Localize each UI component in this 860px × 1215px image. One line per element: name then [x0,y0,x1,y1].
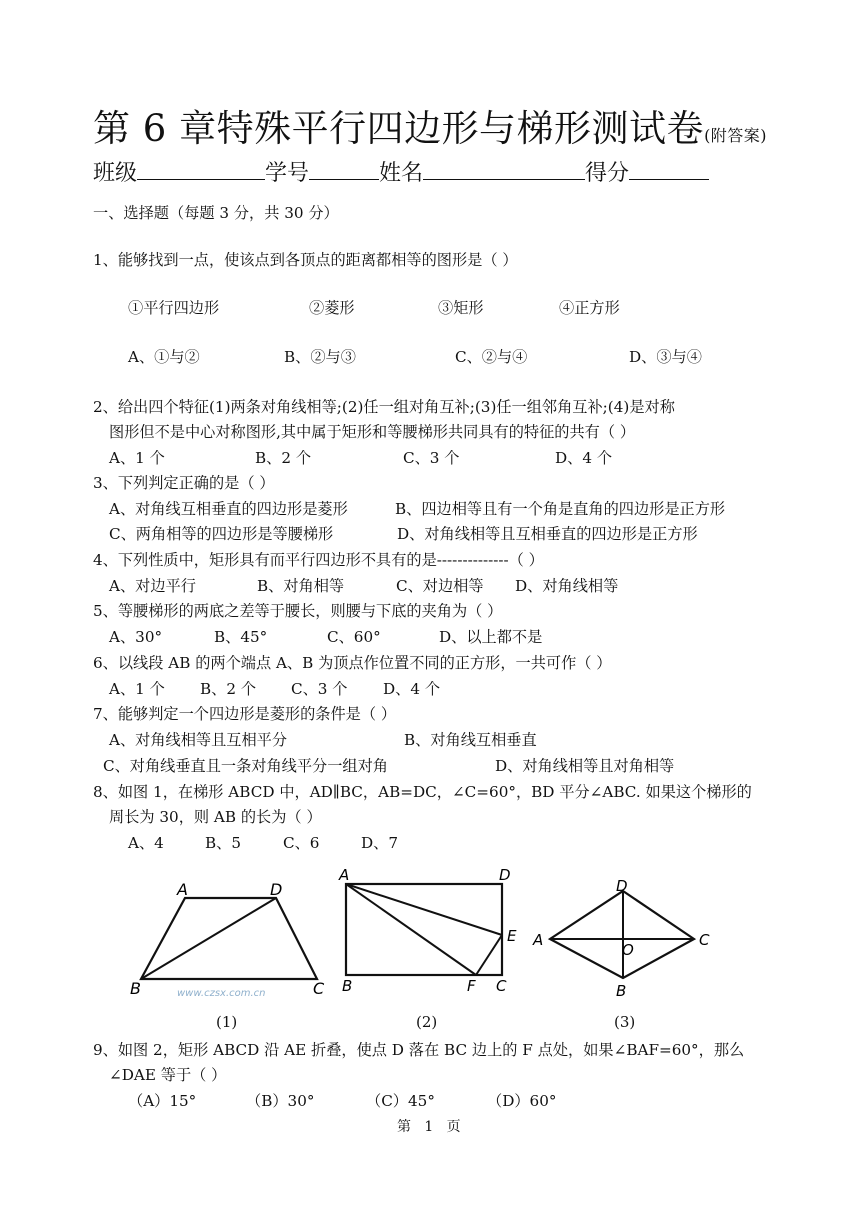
figure-3-caption: (3) [614,1013,636,1031]
q3-stem: 3、下列判定正确的是（ ） [93,474,275,492]
q5-stem: 5、等腰梯形的两底之差等于腰长，则腰与下底的夹角为（ ） [93,602,503,620]
q2-option-c[interactable]: C、3 个 [403,449,460,467]
vertex-label: D [499,866,511,884]
q8-stem-line1: 8、如图 1，在梯形 ABCD 中，AD∥BC，AB=DC，∠C=60°，BD 平分∠ABC. 如果这个梯形的 [93,783,752,801]
q6-option-d[interactable]: D、4 个 [383,680,441,698]
section-heading: 一、选择题（每题 3 分，共 30 分） [93,204,339,222]
id-label: 学号 [265,161,310,186]
score-label: 得分 [585,161,630,186]
class-blank[interactable] [137,157,265,180]
q8-stem-line2: 周长为 30，则 AB 的长为（ ） [109,808,322,826]
q1-item: ④正方形 [559,299,620,317]
class-label: 班级 [93,161,138,186]
title-text: 第 6 章特殊平行四边形与梯形测试卷 [93,107,705,150]
q6-stem: 6、以线段 AB 的两个端点 A、B 为顶点作位置不同的正方形，一共可作（ ） [93,654,612,672]
q8-option-b[interactable]: B、5 [205,834,242,852]
q1-item: ①平行四边形 [128,299,220,317]
q1-item: ②菱形 [309,299,355,317]
vertex-label: E [507,927,517,945]
id-blank[interactable] [309,157,379,180]
figure-3-rhombus [530,875,720,1005]
q7-option-d[interactable]: D、对角线相等且对角相等 [495,757,675,775]
title-note: (附答案) [704,126,768,145]
q2-option-d[interactable]: D、4 个 [555,449,613,467]
figure-2-caption: (2) [416,1013,438,1031]
student-info [93,156,709,187]
vertex-label: A [177,880,188,899]
watermark: www.czsx.com.cn [177,988,266,999]
q2-stem-line1: 2、给出四个特征(1)两条对角线相等;(2)任一组对角互补;(3)任一组邻角互补;(4)是对称 [93,398,675,416]
q1-option-a[interactable]: A、①与② [128,348,200,366]
q2-stem-line2: 图形但不是中心对称图形,其中属于矩形和等腰梯形共同具有的特征的共有（ ） [109,423,636,441]
q3-option-d[interactable]: D、对角线相等且互相垂直的四边形是正方形 [397,525,698,543]
q9-option-d[interactable]: （D）60° [487,1092,557,1110]
q4-option-a[interactable]: A、对边平行 [109,577,196,595]
q5-option-d[interactable]: D、以上都不是 [439,628,543,646]
figure-2-rectangle [333,865,528,997]
q7-option-a[interactable]: A、对角线相等且互相平分 [109,731,288,749]
vertex-label: O [622,941,634,959]
vertex-label: C [699,931,710,949]
vertex-label: B [342,977,353,995]
vertex-label: D [270,880,283,899]
q1-option-c[interactable]: C、②与④ [455,348,528,366]
q2-option-a[interactable]: A、1 个 [109,449,165,467]
figure-1-trapezoid [125,875,335,1005]
fold-ae [346,884,502,935]
score-blank[interactable] [629,157,709,180]
page-number: 第 1 页 [397,1119,461,1135]
vertex-label: A [339,866,350,884]
q9-option-b[interactable]: （B）30° [246,1092,315,1110]
vertex-label: C [496,977,507,995]
q2-option-b[interactable]: B、2 个 [255,449,312,467]
segment-af [346,884,476,975]
q3-option-c[interactable]: C、两角相等的四边形是等腰梯形 [109,525,334,543]
q3-option-a[interactable]: A、对角线互相垂直的四边形是菱形 [109,500,348,518]
vertex-label: D [616,877,628,895]
figure-1-caption: (1) [216,1013,238,1031]
page-title [93,98,767,152]
q8-option-d[interactable]: D、7 [361,834,399,852]
q4-stem: 4、下列性质中，矩形具有而平行四边形不具有的是--------------（ ） [93,551,544,569]
q5-option-b[interactable]: B、45° [214,628,268,646]
q8-option-c[interactable]: C、6 [283,834,320,852]
q6-option-b[interactable]: B、2 个 [200,680,257,698]
vertex-label: F [467,977,476,995]
q9-stem-line2: ∠DAE 等于（ ） [109,1066,227,1084]
q7-option-b[interactable]: B、对角线互相垂直 [404,731,537,749]
name-blank[interactable] [423,157,585,180]
q4-option-b[interactable]: B、对角相等 [257,577,345,595]
q1-option-b[interactable]: B、②与③ [284,348,356,366]
q1-item: ③矩形 [438,299,484,317]
rectangle-outline [346,884,502,975]
q9-option-a[interactable]: （A）15° [128,1092,197,1110]
q9-option-c[interactable]: （C）45° [366,1092,435,1110]
segment-fe [476,935,502,975]
q9-stem-line1: 9、如图 2，矩形 ABCD 沿 AE 折叠，使点 D 落在 BC 边上的 F 点处，如果∠BAF=60°，那么 [93,1041,745,1059]
q4-option-d[interactable]: D、对角线相等 [515,577,619,595]
q6-option-a[interactable]: A、1 个 [109,680,165,698]
vertex-label: A [533,931,544,949]
vertex-label: B [130,979,141,998]
q5-option-c[interactable]: C、60° [327,628,381,646]
q7-option-c[interactable]: C、对角线垂直且一条对角线平分一组对角 [103,757,388,775]
diagonal-bd [141,898,276,979]
q3-option-b[interactable]: B、四边相等且有一个角是直角的四边形是正方形 [395,500,726,518]
q1-option-d[interactable]: D、③与④ [629,348,702,366]
q5-option-a[interactable]: A、30° [109,628,163,646]
vertex-label: B [616,982,627,1000]
q8-option-a[interactable]: A、4 [128,834,164,852]
name-label: 姓名 [379,161,424,186]
q4-option-c[interactable]: C、对边相等 [396,577,484,595]
trapezoid-outline [141,898,317,979]
q1-stem: 1、能够找到一点，使该点到各顶点的距离都相等的图形是（ ） [93,251,518,269]
vertex-label: C [313,979,325,998]
q6-option-c[interactable]: C、3 个 [291,680,348,698]
q7-stem: 7、能够判定一个四边形是菱形的条件是（ ） [93,705,397,723]
